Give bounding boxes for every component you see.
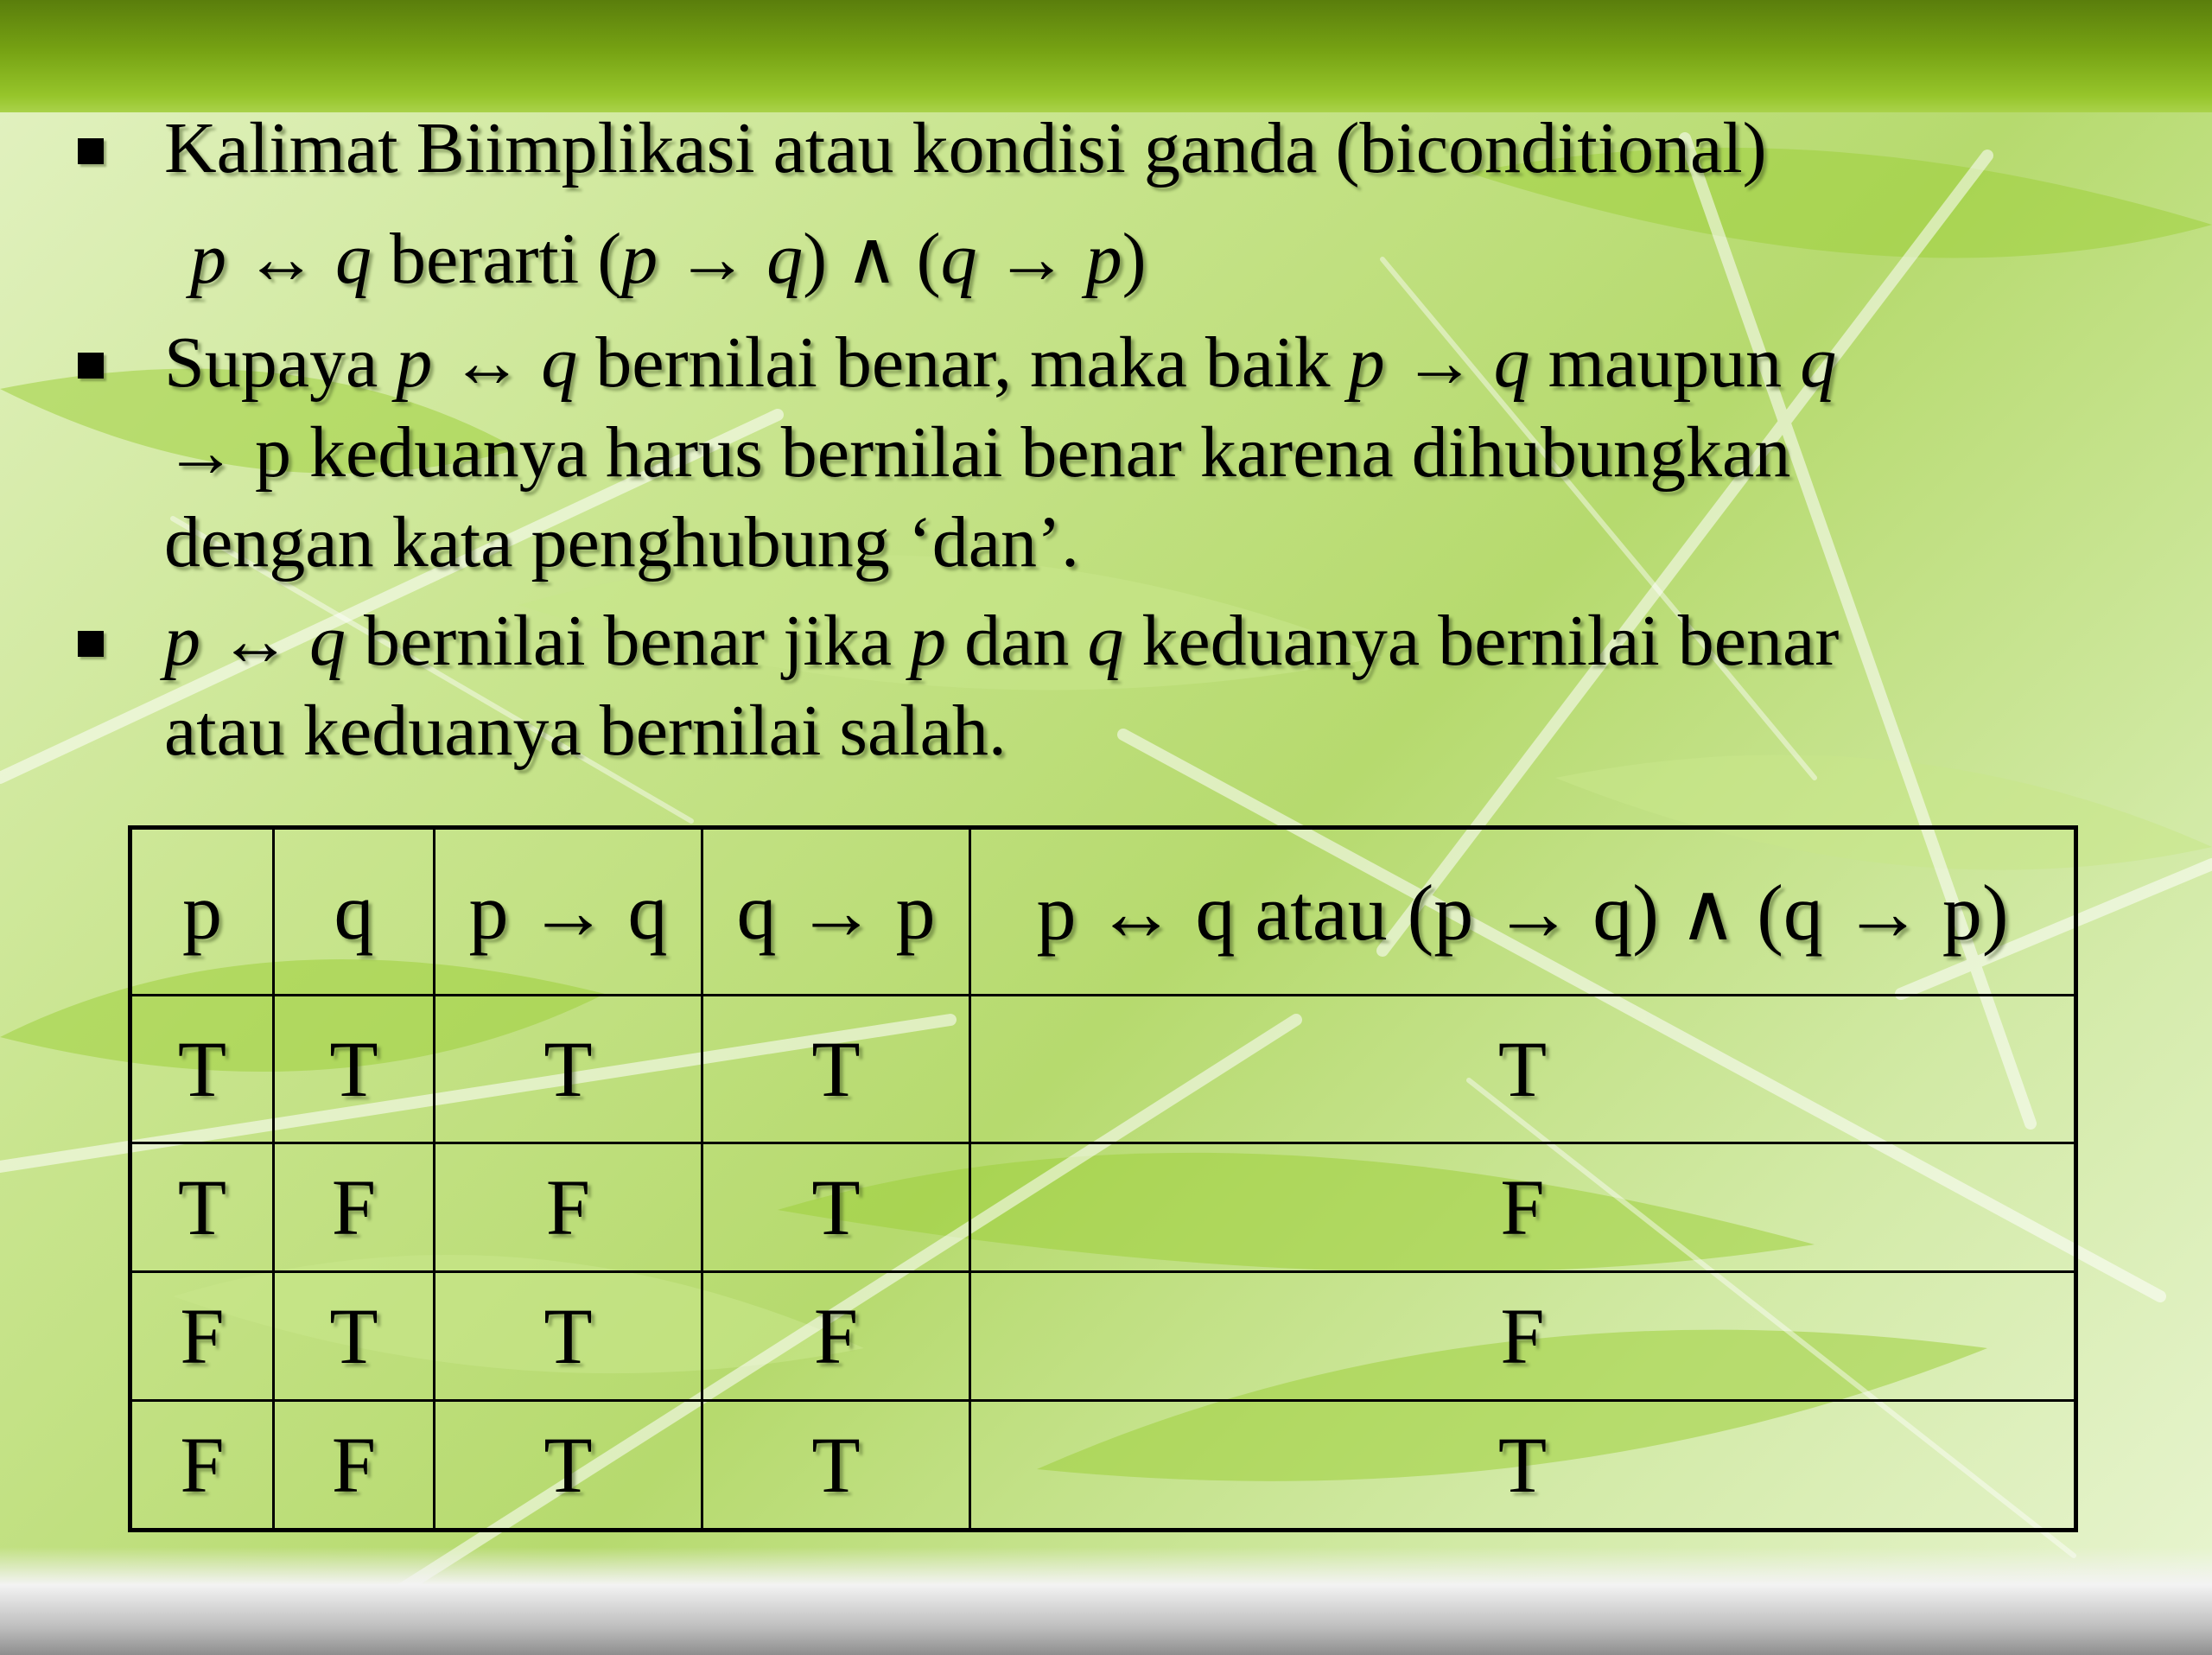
text-run: maupun [1529,322,1801,403]
text-run: → p keduanya harus bernilai benar karena dihubungkan [164,412,1791,493]
table-header-row [130,828,2076,996]
table-cell: T [970,996,2076,1143]
table-cell: T [274,1272,435,1401]
math-variable: q [1493,322,1530,403]
text-run: Supaya [164,322,397,403]
square-bullet-icon [78,631,104,657]
header-cell-q: q [274,828,435,996]
math-variable: p [164,601,200,681]
text-run: atau keduanya bernilai salah. [164,691,1007,771]
text-run: keduanya bernilai benar [1123,601,1840,681]
math-variable: q [335,219,372,299]
table-cell: T [970,1401,2076,1531]
table-row [130,1401,2076,1531]
table-cell: T [274,996,435,1143]
table-cell: F [702,1272,970,1401]
bullet-text [164,596,2152,776]
footer-gradient-band [0,1547,2212,1655]
text-run: Kalimat Biimplikasi atau kondisi ganda (biconditional) [164,108,1767,188]
table-cell: F [970,1143,2076,1272]
text-run: → [658,219,767,299]
math-variable: p [621,219,658,299]
math-variable: p [1085,219,1122,299]
table-cell: T [702,1401,970,1531]
header-cell-biconditional: p ↔ q atau (p → q) ∧ (q → p) [970,828,2076,996]
text-run: berarti ( [372,219,622,299]
text-run: ) [1122,219,1147,299]
text-run: ↔ [200,601,309,681]
math-variable: q [541,322,578,403]
bullet-line [164,318,2152,408]
bullet-line [164,686,2152,776]
text-run: bernilai benar, maka baik [577,322,1349,403]
bullet-text [164,318,2152,588]
table-cell: F [130,1272,274,1401]
square-bullet-icon [78,353,104,379]
table-cell: F [970,1272,2076,1401]
table-cell: T [702,1143,970,1272]
text-run: → [1384,322,1494,403]
math-variable: q [309,601,346,681]
text-run: dengan kata penghubung ‘dan’. [164,502,1079,582]
table-row [130,996,2076,1143]
math-variable: p [910,601,947,681]
bullet-text [164,104,2152,194]
table-cell: T [435,1272,702,1401]
bullet-line [164,498,2152,588]
table-row [130,1272,2076,1401]
math-variable: q [1800,322,1837,403]
text-run: ↔ [432,322,542,403]
text-run: ) ∧ ( [803,219,941,299]
table-cell: T [702,996,970,1143]
math-variable: p [190,219,226,299]
bullet-line [164,596,2152,686]
text-run: ↔ [226,219,335,299]
header-cell-p: p [130,828,274,996]
table-row [130,1143,2076,1272]
table-cell: T [435,1401,702,1531]
math-variable: q [1087,601,1124,681]
text-run: → [976,219,1086,299]
text-run: dan [946,601,1088,681]
truth-table [128,825,2078,1532]
bullet-line [164,104,2152,194]
header-cell-p-implies-q: p → q [435,828,702,996]
table-cell: T [130,1143,274,1272]
header-cell-q-implies-p: q → p [702,828,970,996]
bullet-line [164,408,2152,498]
biconditional-definition-formula [190,214,1147,304]
table-cell: F [274,1401,435,1531]
title-bar-banner [0,0,2212,112]
table-cell: F [435,1143,702,1272]
math-variable: p [1348,322,1385,403]
math-variable: q [940,219,977,299]
square-bullet-icon [78,138,104,164]
table-cell: T [435,996,702,1143]
math-variable: q [766,219,804,299]
text-run: bernilai benar jika [346,601,911,681]
table-cell: T [130,996,274,1143]
math-variable: p [396,322,433,403]
table-cell: F [130,1401,274,1531]
table-cell: F [274,1143,435,1272]
